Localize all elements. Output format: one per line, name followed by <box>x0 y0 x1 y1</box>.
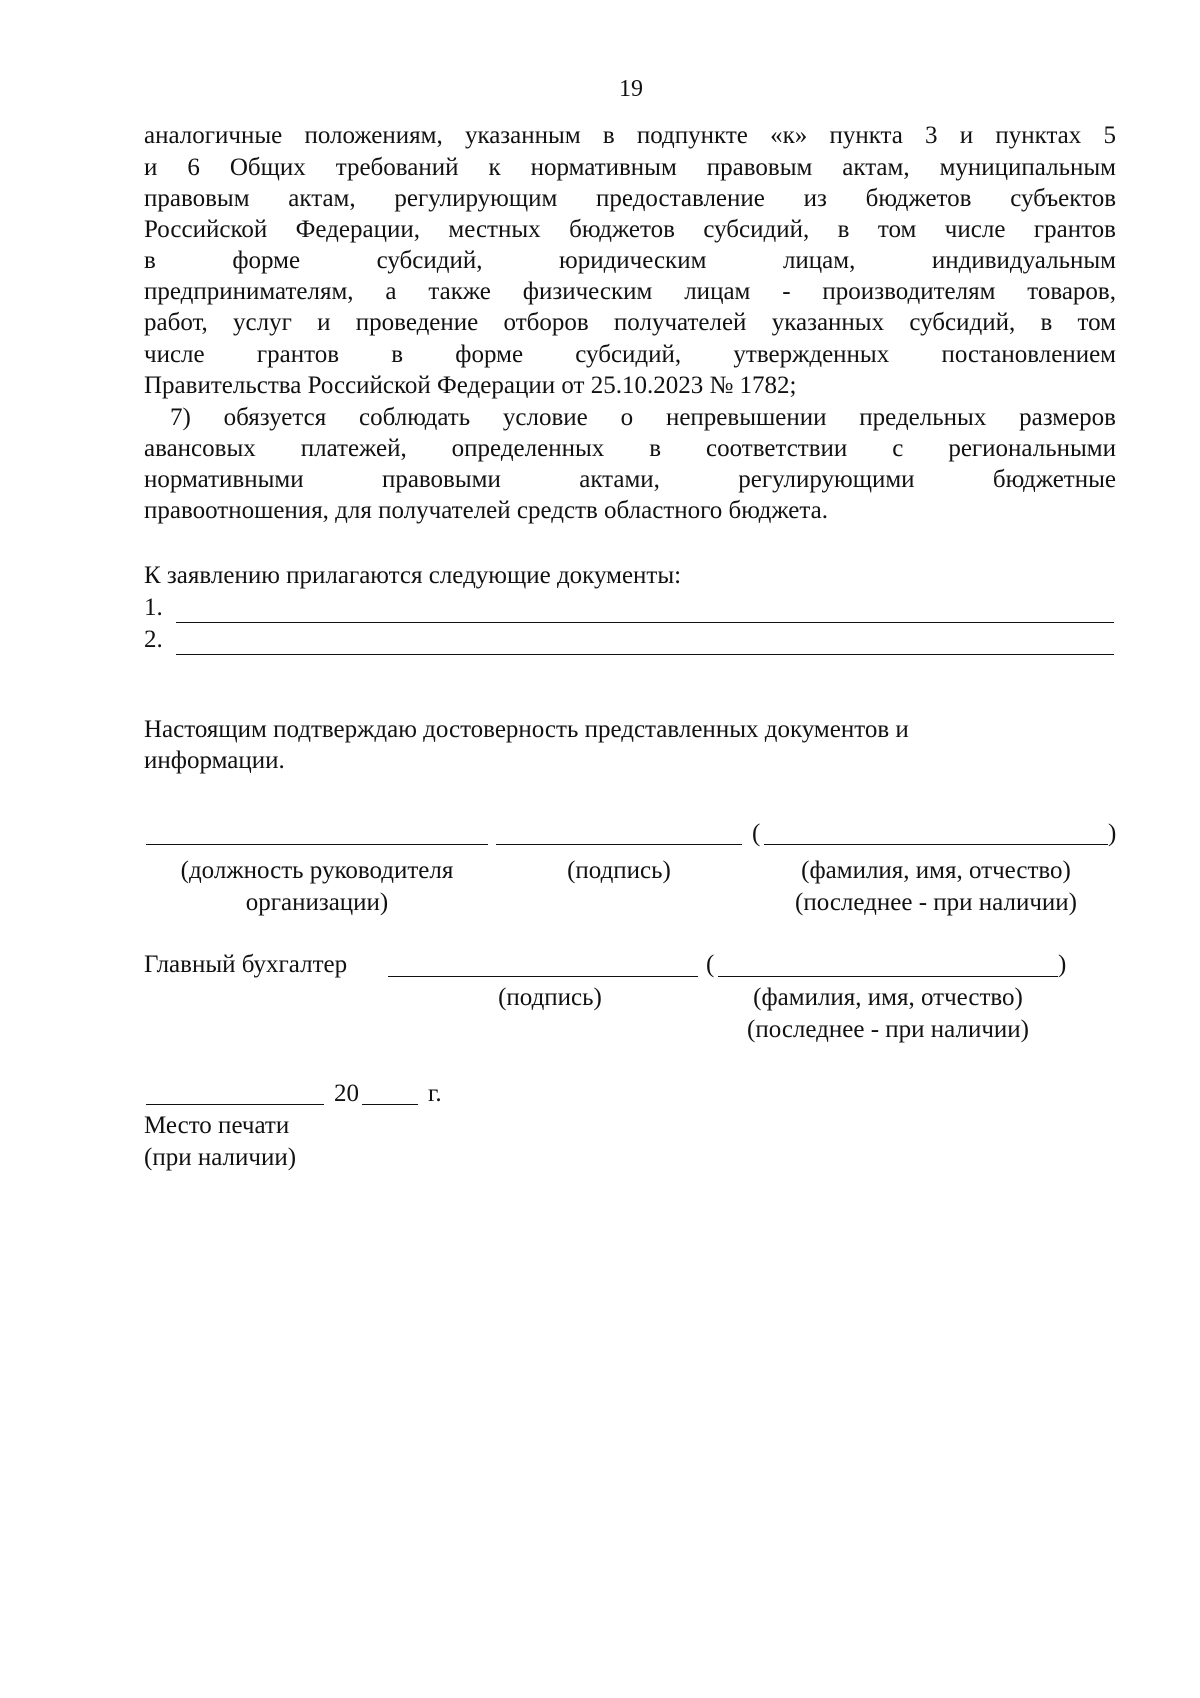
accountant-signature-blank-line[interactable] <box>388 976 698 977</box>
name-caption: (фамилия, имя, отчество) <box>801 857 1071 884</box>
open-paren: ( <box>752 820 761 847</box>
date-blank-line[interactable] <box>146 1104 324 1105</box>
paragraph-line: аналогичные положениям, указанным в подпункте «к» пункта 3 и пунктах 5 <box>144 122 1116 149</box>
page-number: 19 <box>619 76 643 102</box>
paragraph-line: предпринимателям, а также физическим лицам - производителям товаров, <box>144 278 1116 305</box>
paragraph-line: в форме субсидий, юридическим лицам, индивидуальным <box>144 247 1116 274</box>
position-caption: (должность руководителя <box>180 857 454 884</box>
paragraph-line: работ, услуг и проведение отборов получателей указанных субсидий, в том <box>144 309 1116 336</box>
item7-line: 7) обязуется соблюдать условие о непревышении предельных размеров <box>170 404 1116 431</box>
confirmation-line: Настоящим подтверждаю достоверность представленных документов и <box>144 716 909 743</box>
accountant-name-blank-line[interactable] <box>718 976 1058 977</box>
accountant-signature-caption: (подпись) <box>498 984 602 1011</box>
signature-caption: (подпись) <box>567 857 671 884</box>
name-caption: (последнее - при наличии) <box>795 889 1077 916</box>
paragraph-line: правовым актам, регулирующим предоставление из бюджетов субъектов <box>144 185 1116 212</box>
item7-line: правоотношения, для получателей средств областного бюджета. <box>144 497 828 524</box>
attachment-blank-line[interactable] <box>176 622 1114 623</box>
signature-blank-line[interactable] <box>496 844 742 845</box>
position-blank-line[interactable] <box>146 844 488 845</box>
seal-label: Место печати <box>144 1112 290 1139</box>
accountant-name-caption: (фамилия, имя, отчество) <box>753 984 1023 1011</box>
item7-line: нормативными правовыми актами, регулирующими бюджетные <box>144 466 1116 493</box>
paragraph-line: и 6 Общих требований к нормативным правовым актам, муниципальным <box>144 154 1116 181</box>
accountant-name-caption: (последнее - при наличии) <box>747 1016 1029 1043</box>
accountant-label: Главный бухгалтер <box>144 951 348 978</box>
year-suffix: г. <box>428 1080 442 1107</box>
attachments-heading: К заявлению прилагаются следующие документы: <box>144 562 682 589</box>
paragraph-line: числе грантов в форме субсидий, утвержденных постановлением <box>144 341 1116 368</box>
position-caption: организации) <box>245 889 389 916</box>
year-prefix: 20 <box>334 1080 359 1107</box>
close-paren: ) <box>1108 820 1117 847</box>
open-paren: ( <box>706 951 715 978</box>
paragraph-line: Правительства Российской Федерации от 25.10.2023 № 1782; <box>144 372 797 399</box>
attachment-blank-line[interactable] <box>176 654 1114 655</box>
item7-line: авансовых платежей, определенных в соответствии с региональными <box>144 435 1116 462</box>
close-paren: ) <box>1058 951 1067 978</box>
confirmation-line: информации. <box>144 747 285 774</box>
attachment-number: 2. <box>144 626 163 653</box>
seal-note: (при наличии) <box>144 1144 297 1171</box>
paragraph-line: Российской Федерации, местных бюджетов субсидий, в том числе грантов <box>144 216 1116 243</box>
year-blank-line[interactable] <box>362 1104 418 1105</box>
name-blank-line[interactable] <box>764 844 1108 845</box>
attachment-number: 1. <box>144 594 163 621</box>
